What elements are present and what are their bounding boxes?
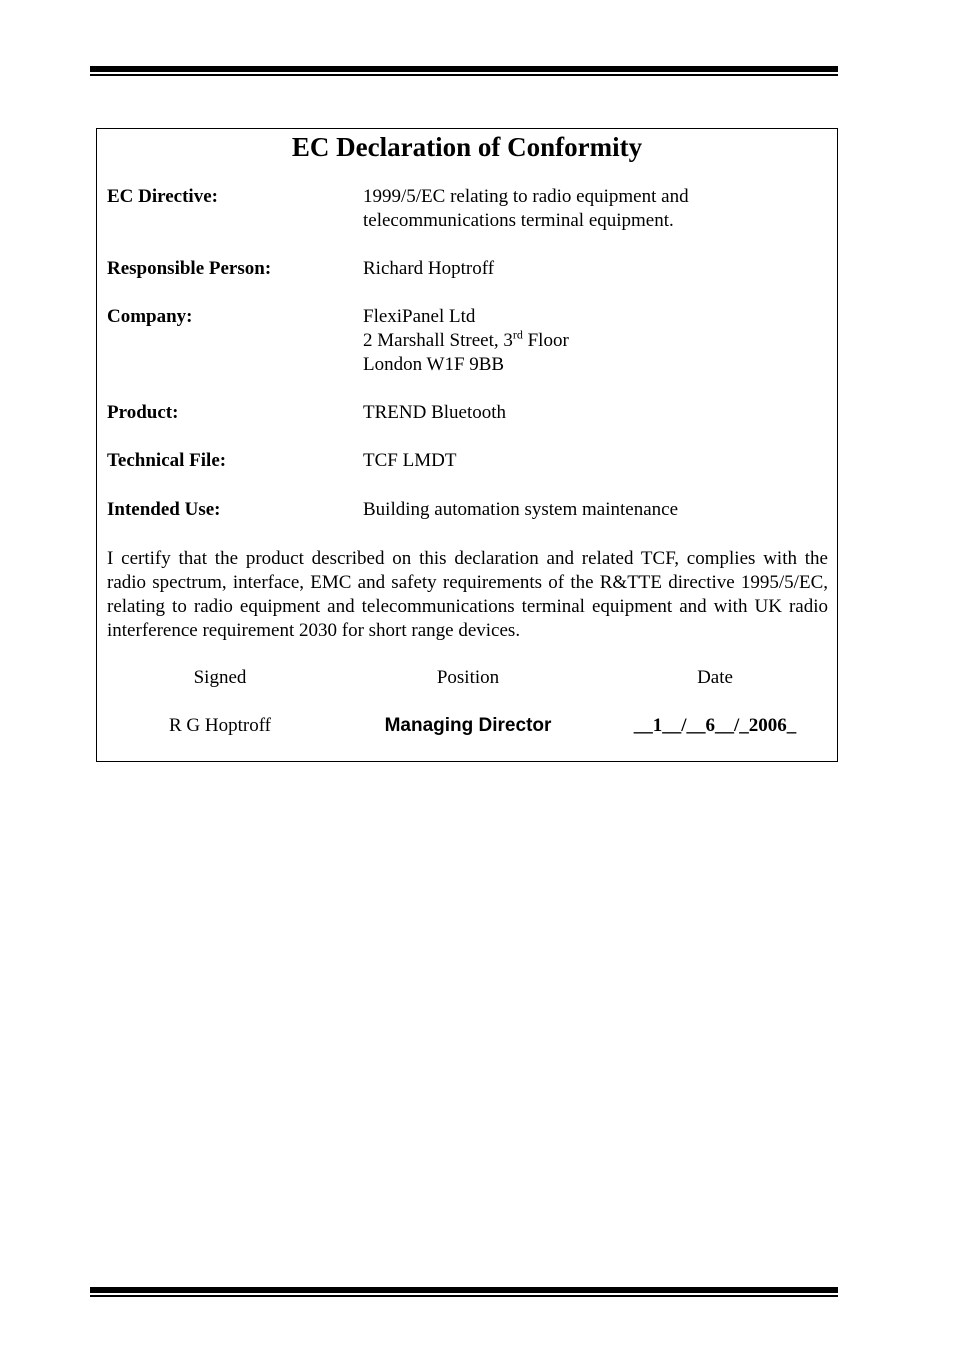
company-city: London W1F 9BB — [363, 354, 505, 375]
declaration-box — [96, 128, 838, 762]
company-name: FlexiPanel Ltd — [363, 306, 476, 327]
directive-value-line2: telecommunications terminal equipment. — [363, 210, 674, 231]
company-street: 2 Marshall Street, 3rd Floor — [363, 327, 569, 351]
signed-header: Signed — [193, 667, 247, 688]
responsible-person-label: Responsible Person: — [107, 258, 272, 279]
intended-use-label: Intended Use: — [107, 499, 221, 520]
certification-statement: I certify that the product described on this declaration and related TCF, complies with the radio spectrum, interface, EMC and safety requirements of the R&TTE directive 1995/5/EC, relating to radio equipment and telecommunications terminal equipment and with UK radio interference requirement 2030 for short range devices. — [107, 548, 828, 641]
bottom-rule — [90, 1287, 838, 1297]
date-header: Date — [697, 667, 733, 688]
directive-label: EC Directive: — [107, 186, 218, 207]
signer-position: Managing Director — [384, 715, 552, 736]
position-header: Position — [436, 667, 500, 688]
signature-date: __1__/__6__/_2006_ — [633, 715, 797, 736]
page-title: EC Declaration of Conformity — [291, 132, 643, 162]
directive-value-line1: 1999/5/EC relating to radio equipment and — [363, 186, 689, 207]
technical-file-value: TCF LMDT — [363, 450, 457, 471]
top-rule — [90, 66, 838, 76]
product-label: Product: — [107, 402, 179, 423]
product-value: TREND Bluetooth — [363, 402, 507, 423]
intended-use-value: Building automation system maintenance — [363, 499, 679, 520]
company-label: Company: — [107, 306, 193, 327]
technical-file-label: Technical File: — [107, 450, 227, 471]
signer-name: R G Hoptroff — [168, 715, 272, 736]
responsible-person-value: Richard Hoptroff — [363, 258, 495, 279]
